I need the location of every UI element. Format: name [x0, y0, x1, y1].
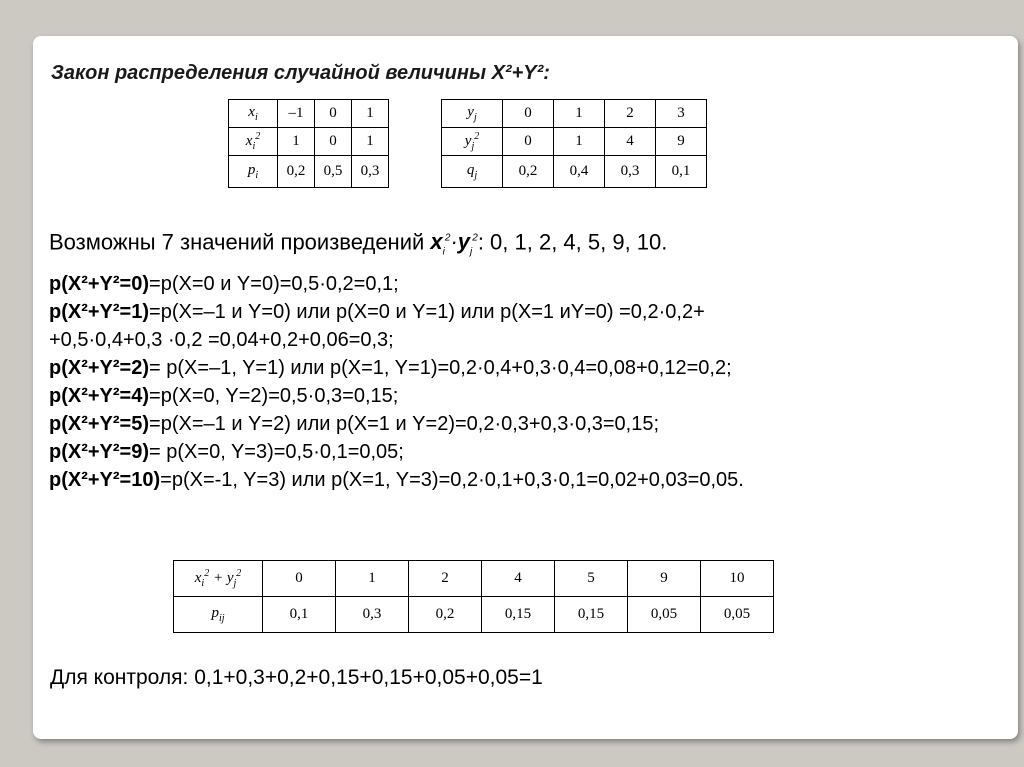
- table-cell: 9: [656, 128, 707, 156]
- row-label: $y_j$: [442, 100, 503, 128]
- probability-line: p(X²+Y²=2)= p(X=–1, Y=1) или p(X=1, Y=1)=0,2·0,4+0,3·0,4=0,08+0,12=0,2;: [49, 356, 732, 379]
- probability-line: +0,5·0,4+0,3 ·0,2 =0,04+0,2+0,06=0,3;: [49, 328, 394, 351]
- table-cell: 0,05: [701, 597, 774, 633]
- products-line: Возможны 7 значений произведений $x_i^2\cdot y_j^2$: 0, 1, 2, 4, 5, 9, 10.: [49, 229, 668, 258]
- table-cell: 0: [315, 128, 352, 156]
- control-sum-text: Для контроля: 0,1+0,3+0,2+0,15+0,15+0,05+0,05=1: [50, 666, 543, 689]
- table-cell: 4: [482, 561, 555, 597]
- table-cell: 10: [701, 561, 774, 597]
- table-cell: 9: [628, 561, 701, 597]
- table-cell: 0,15: [482, 597, 555, 633]
- table-cell: 0,1: [263, 597, 336, 633]
- table-row: [174, 597, 774, 633]
- y-distribution-table: [441, 99, 707, 188]
- table-cell: 2: [605, 100, 656, 128]
- calculation-text: [49, 222, 999, 494]
- table-row: [174, 561, 774, 597]
- table-cell: 0,3: [605, 156, 656, 188]
- table-cell: 0,2: [278, 156, 315, 188]
- table-cell: 0,2: [503, 156, 554, 188]
- table-cell: 5: [555, 561, 628, 597]
- table-cell: 0,1: [656, 156, 707, 188]
- row-label: $p_{ij}$: [174, 597, 263, 633]
- probability-line: p(X²+Y²=5)=p(X=–1 и Y=2) или p(X=1 и Y=2)=0,2·0,3+0,3·0,3=0,15;: [49, 412, 660, 435]
- table-row: [442, 128, 707, 156]
- row-label: $q_j$: [442, 156, 503, 188]
- table-cell: 4: [605, 128, 656, 156]
- table-cell: –1: [278, 100, 315, 128]
- table-cell: 0,4: [554, 156, 605, 188]
- table-row: [229, 156, 389, 188]
- table-cell: 1: [554, 128, 605, 156]
- probability-line: p(X²+Y²=9)= p(X=0, Y=3)=0,5·0,1=0,05;: [49, 440, 404, 463]
- table-cell: 0: [503, 100, 554, 128]
- table-cell: 0: [263, 561, 336, 597]
- table-cell: 0,2: [409, 597, 482, 633]
- row-label: $y_j^2$: [442, 128, 503, 156]
- table-cell: 1: [352, 100, 389, 128]
- slide-title: Закон распределения случайной величины X²+Y²:: [51, 62, 550, 84]
- table-row: [442, 156, 707, 188]
- table-cell: 0,3: [336, 597, 409, 633]
- probability-line: p(X²+Y²=0)=p(X=0 и Y=0)=0,5·0,2=0,1;: [49, 272, 399, 295]
- probability-line: p(X²+Y²=1)=p(X=–1 и Y=0) или p(X=0 и Y=1) или p(X=1 иY=0) =0,2·0,2+: [49, 300, 705, 323]
- table-cell: 0: [315, 100, 352, 128]
- table-cell: 1: [554, 100, 605, 128]
- probability-line: p(X²+Y²=4)=p(X=0, Y=2)=0,5·0,3=0,15;: [49, 384, 399, 407]
- table-cell: 0,05: [628, 597, 701, 633]
- table-row: [229, 100, 389, 128]
- table-cell: 0,5: [315, 156, 352, 188]
- table-cell: 0: [503, 128, 554, 156]
- row-label: $p_i$: [229, 156, 278, 188]
- table-row: [442, 100, 707, 128]
- table-cell: 2: [409, 561, 482, 597]
- table-cell: 1: [278, 128, 315, 156]
- table-cell: 3: [656, 100, 707, 128]
- table-cell: 1: [352, 128, 389, 156]
- probability-line: p(X²+Y²=10)=p(X=-1, Y=3) или p(X=1, Y=3)=0,2·0,1+0,3·0,1=0,02+0,03=0,05.: [49, 468, 744, 491]
- table-cell: 0,3: [352, 156, 389, 188]
- result-distribution-table: [173, 560, 774, 633]
- slide: [33, 36, 1018, 739]
- row-label: $x_i^2 + y_j^2$: [174, 561, 263, 597]
- row-label: $x_i^2$: [229, 128, 278, 156]
- table-cell: 1: [336, 561, 409, 597]
- table-row: [229, 128, 389, 156]
- row-label: $x_i$: [229, 100, 278, 128]
- x-distribution-table: [228, 99, 389, 188]
- table-cell: 0,15: [555, 597, 628, 633]
